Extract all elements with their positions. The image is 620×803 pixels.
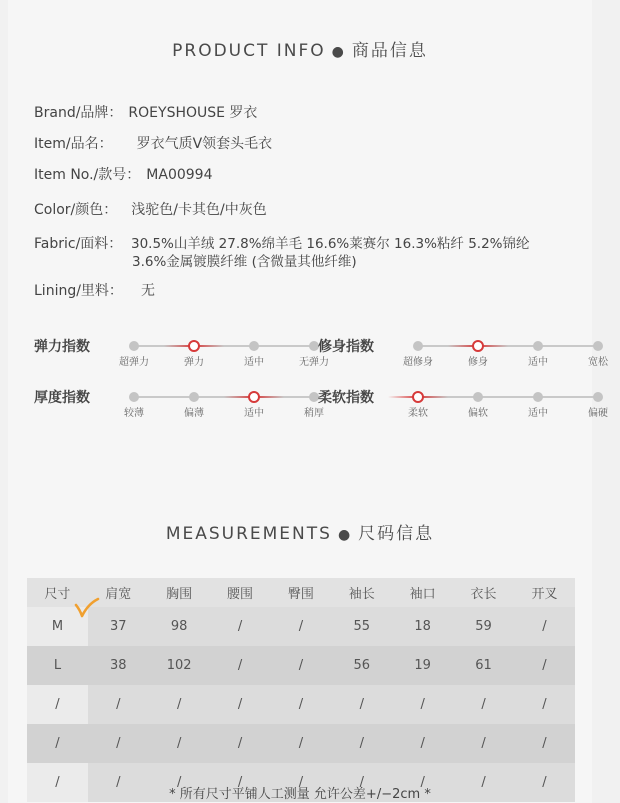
softness-index xyxy=(318,387,608,427)
heading-dot: ● xyxy=(337,527,353,543)
info-value: 无 xyxy=(140,283,155,299)
table-cell: / xyxy=(331,724,392,763)
size-table xyxy=(27,578,575,802)
scale-track xyxy=(418,345,598,347)
info-label: Item/品名： xyxy=(34,136,113,152)
product-info-title: PRODUCT INFO xyxy=(172,41,326,61)
table-cell: / xyxy=(453,685,514,724)
scale-label: 超修身 xyxy=(403,357,433,368)
scale-marker xyxy=(249,341,259,351)
info-row-fabric xyxy=(34,235,122,253)
measurements-title: MEASUREMENTS xyxy=(165,524,332,544)
table-cell: 37 xyxy=(88,607,149,646)
info-row-lining xyxy=(34,282,155,300)
table-cell: / xyxy=(271,763,332,802)
info-label: Lining/里料： xyxy=(34,283,123,299)
scale-marker xyxy=(189,392,199,402)
scale-marker xyxy=(129,392,139,402)
table-cell: L xyxy=(27,646,88,685)
measurements-heading xyxy=(0,519,600,544)
scale-label: 弹力 xyxy=(184,357,204,368)
scale-label: 宽松 xyxy=(588,357,608,368)
table-header: 臀围 xyxy=(271,578,332,607)
scale-label: 适中 xyxy=(244,408,264,419)
table-header: 腰围 xyxy=(210,578,271,607)
table-cell: / xyxy=(331,685,392,724)
table-cell: 55 xyxy=(331,607,392,646)
table-header: 袖长 xyxy=(331,578,392,607)
table-cell: / xyxy=(149,685,210,724)
table-cell: / xyxy=(271,646,332,685)
scale-label: 较薄 xyxy=(124,408,144,419)
info-row-item-no xyxy=(34,166,212,184)
product-info-heading xyxy=(0,36,600,61)
table-cell: 18 xyxy=(392,607,453,646)
table-cell: / xyxy=(514,724,575,763)
scale-label: 超弹力 xyxy=(119,357,149,368)
table-cell: / xyxy=(514,763,575,802)
info-value: ROEYSHOUSE 罗衣 xyxy=(128,105,258,121)
table-cell: M xyxy=(27,607,88,646)
table-cell: 38 xyxy=(88,646,149,685)
scale-label: 无弹力 xyxy=(299,357,329,368)
info-value: MA00994 xyxy=(146,167,213,183)
scale-label: 适中 xyxy=(528,408,548,419)
info-label: Fabric/面料： xyxy=(34,236,123,252)
table-header: 袖口 xyxy=(392,578,453,607)
table-cell: / xyxy=(271,724,332,763)
fabric-value-line-1: 30.5%山羊绒 27.8%绵羊毛 16.6%莱赛尔 16.3%粘纤 5.2%锦纶 xyxy=(131,236,530,252)
scale-marker xyxy=(533,341,543,351)
table-header: 胸围 xyxy=(149,578,210,607)
table-header: 开叉 xyxy=(514,578,575,607)
table-cell: / xyxy=(453,724,514,763)
scale-label: 偏薄 xyxy=(184,408,204,419)
fabric-value-line-2: 3.6%金属镀膜纤维 (含微量其他纤维) xyxy=(132,254,357,270)
scale-label: 稍厚 xyxy=(304,408,324,419)
scale-marker xyxy=(473,392,483,402)
table-header: 尺寸 xyxy=(27,578,88,607)
table-header: 肩宽 xyxy=(88,578,149,607)
table-cell: 98 xyxy=(149,607,210,646)
product-info-subtitle: 商品信息 xyxy=(351,41,428,61)
table-cell: / xyxy=(453,763,514,802)
table-cell: / xyxy=(210,646,271,685)
table-row xyxy=(27,646,575,685)
measurements-subtitle: 尺码信息 xyxy=(358,524,435,544)
scale-label: 偏软 xyxy=(468,408,488,419)
table-cell: / xyxy=(27,724,88,763)
fit-index xyxy=(318,336,608,376)
table-cell: / xyxy=(392,763,453,802)
scale-label: 适中 xyxy=(244,357,264,368)
table-cell: / xyxy=(210,607,271,646)
info-row-brand xyxy=(34,104,257,122)
scale-marker xyxy=(413,341,423,351)
table-cell: 19 xyxy=(392,646,453,685)
table-cell: / xyxy=(392,724,453,763)
table-cell: / xyxy=(331,763,392,802)
info-row-item xyxy=(34,135,272,153)
index-title: 弹力指数 xyxy=(34,339,90,355)
info-label: Item No./款号： xyxy=(34,167,141,183)
table-cell: / xyxy=(88,724,149,763)
table-cell: / xyxy=(514,685,575,724)
scale-marker-selected xyxy=(412,391,424,403)
index-title: 柔软指数 xyxy=(318,390,374,406)
scale-label: 修身 xyxy=(468,357,488,368)
table-cell: / xyxy=(210,724,271,763)
heading-dot: ● xyxy=(331,44,346,60)
info-label: Brand/品牌： xyxy=(34,105,123,121)
table-cell: 102 xyxy=(149,646,210,685)
info-value: 浅驼色/卡其色/中灰色 xyxy=(131,202,267,218)
table-row xyxy=(27,724,575,763)
info-value: 罗衣气质V领套头毛衣 xyxy=(136,136,273,152)
checkmark-annotation-icon xyxy=(73,596,101,620)
table-cell: / xyxy=(27,763,88,802)
measurement-footnote: * 所有尺寸平铺人工测量 允许公差+/−2cm * xyxy=(169,787,431,802)
scale-marker xyxy=(129,341,139,351)
table-cell: / xyxy=(271,685,332,724)
table-row xyxy=(27,685,575,724)
thickness-index xyxy=(34,387,324,427)
scale-label: 柔软 xyxy=(408,408,428,419)
scale-marker xyxy=(593,341,603,351)
scale-marker-selected xyxy=(188,340,200,352)
scale-label: 偏硬 xyxy=(588,408,608,419)
elasticity-index xyxy=(34,336,329,376)
table-cell: 56 xyxy=(331,646,392,685)
table-header: 衣长 xyxy=(453,578,514,607)
table-cell: / xyxy=(210,685,271,724)
info-label: Color/颜色： xyxy=(34,202,118,218)
table-cell: / xyxy=(149,763,210,802)
index-title: 厚度指数 xyxy=(34,390,90,406)
scale-marker xyxy=(593,392,603,402)
table-cell: / xyxy=(27,685,88,724)
table-cell: / xyxy=(88,685,149,724)
table-cell: 61 xyxy=(453,646,514,685)
scale-label: 适中 xyxy=(528,357,548,368)
scale-marker-selected xyxy=(248,391,260,403)
scale-track xyxy=(134,345,314,347)
table-cell: / xyxy=(514,646,575,685)
table-cell: 59 xyxy=(453,607,514,646)
scale-marker-selected xyxy=(472,340,484,352)
info-row-color xyxy=(34,201,267,219)
table-header-row xyxy=(27,578,575,607)
table-cell: / xyxy=(392,685,453,724)
table-cell: / xyxy=(210,763,271,802)
table-cell: / xyxy=(271,607,332,646)
scale-marker xyxy=(533,392,543,402)
table-cell: / xyxy=(149,724,210,763)
table-row xyxy=(27,607,575,646)
table-cell: / xyxy=(88,763,149,802)
index-title: 修身指数 xyxy=(318,339,374,355)
table-cell: / xyxy=(514,607,575,646)
